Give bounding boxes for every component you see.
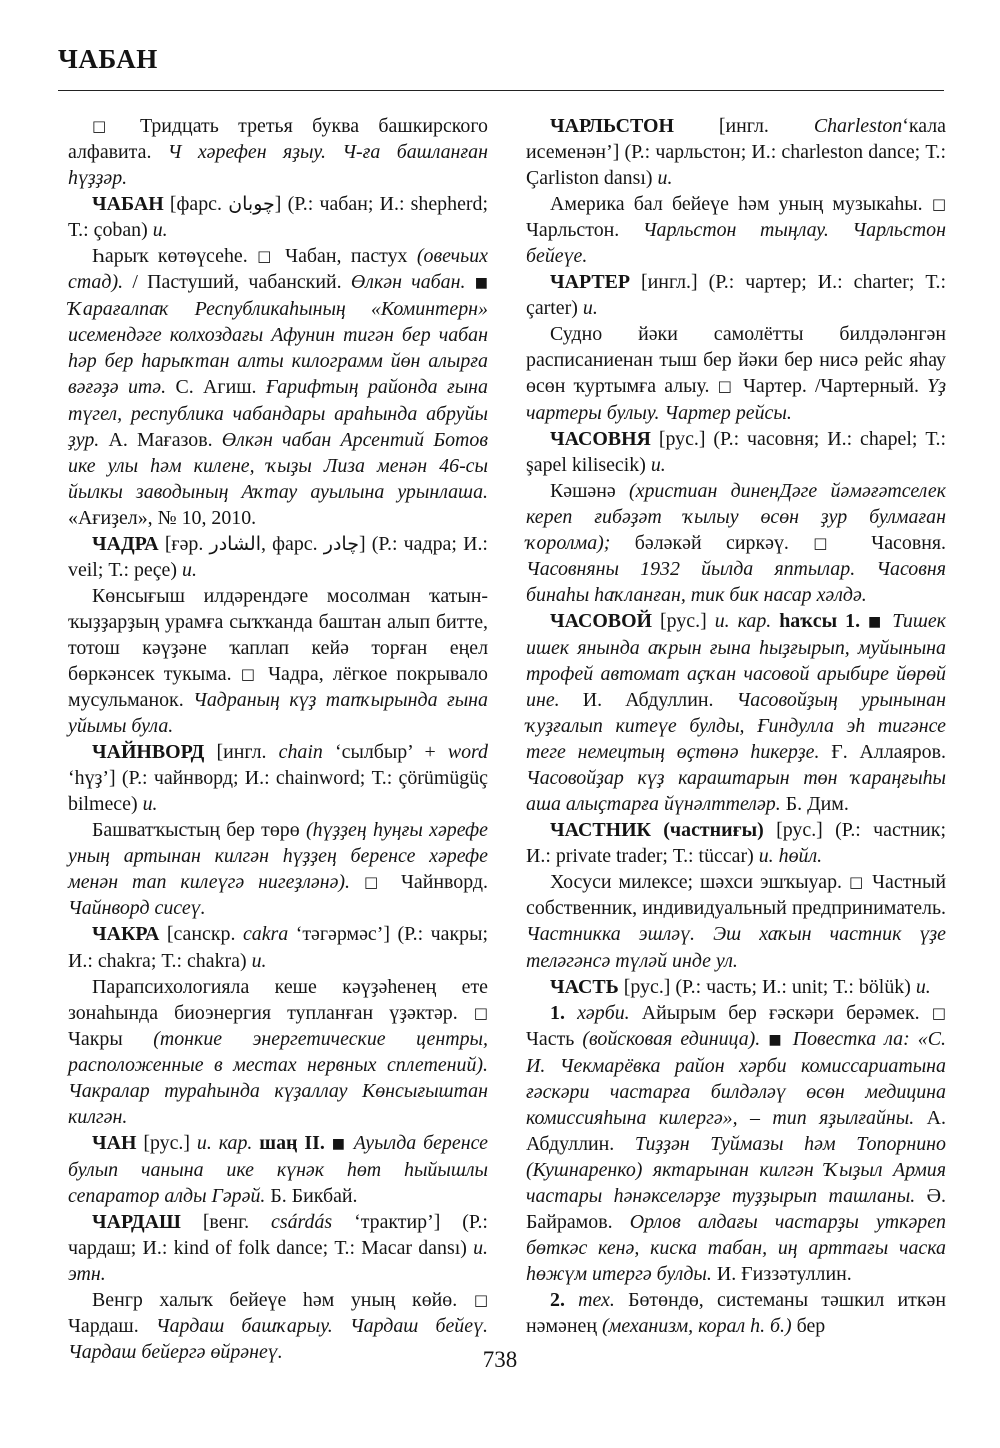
- usage-label: хәрби.: [577, 1001, 630, 1024]
- source: И. Абдуллин.: [582, 689, 714, 712]
- etymology-equivalents: [рус.] (Р.: часть; И.: unit; Т.: bölük): [623, 975, 911, 998]
- russian-note: (войсковая единица).: [582, 1027, 761, 1050]
- source: С. Агиш.: [175, 376, 257, 399]
- white-square-icon: □: [363, 873, 388, 892]
- entry-charleston-body: [526, 191, 946, 269]
- etymology-equivalents: [рус.] (Р.: часовня; И.: chapel; Т.: şapel kilisecik): [526, 427, 946, 476]
- entry-charter-body: [526, 321, 946, 425]
- white-square-icon: □: [931, 1003, 946, 1022]
- example: Чардаш башҡарыу. Чардаш бейеү. Чардаш бейергә өйрәнеү.: [68, 1315, 488, 1364]
- headword: ЧАРЛЬСТОН: [550, 115, 674, 137]
- black-square-icon: ■: [768, 1031, 785, 1048]
- source: Ғ. Аллаяров.: [831, 741, 946, 764]
- entry-chaban: [68, 191, 488, 243]
- example: Тиҙҙән Туймазы һәм Топорнино (Кушнаренко) яктарынан килгән Ҡыҙыл Армия частары һәнәкселәрҙе туҙҙырып ташланы.: [526, 1132, 946, 1207]
- cross-reference: haҡсы 1.: [779, 609, 861, 632]
- black-square-icon: ■: [331, 1135, 347, 1152]
- example: Часовойҙың урынынан ҡуҙғалып китеүе булды, Ғиндулла эһ тигәнсе теге немецтың өҫтөнә һикерҙе.: [526, 689, 946, 764]
- source: И. Ғиззәтуллин.: [716, 1263, 852, 1286]
- entry-chasovoy: [526, 608, 946, 817]
- etymology: [ингл.: [718, 115, 769, 137]
- cross-reference: шаң II.: [259, 1131, 325, 1154]
- example: Тишек ишек янында аҡрын ғына һыҙғырып, муйынына трофей автомат аҫҡан часовой арыбире йөрөй ине.: [526, 609, 946, 712]
- example: Ҡарағалпаҡ Республикаһының «Коминтерн» исемендәге колхоздағы Афунин тигән бер чабан һәр бер һарыҡтан алты килограмм йөн алырға вәғәҙә итә.: [68, 298, 488, 399]
- definition: Бөтөндө, системаны тәшкил иткән нәмәнең: [526, 1289, 946, 1338]
- example: Повестка ла: «С. И. Чекмарёвка район хәрби комиссариатына ғәскәри частарға билдәләү өсөн медицина комиссияһына килергә», – тип яҙылғайны.: [526, 1027, 946, 1129]
- etymology-equivalents: ‘һүҙ’] (Р.: чайнворд; И.: chainword; Т.: çörümügüç bilmece): [68, 767, 488, 816]
- source: А. Мағазов.: [108, 428, 213, 451]
- definition: Парапсихологияла кеше кәүҙәһенең ете зонаһында биоэнергия тупланған үҙәктәр.: [68, 975, 488, 1024]
- definition: Һарыҡ көтөүсеһе.: [92, 245, 248, 268]
- headword: ЧАРДАШ: [92, 1210, 181, 1233]
- example: Ауылда беренсе булып чанына ике күнәк һөт һыйышлы сепаратор алды Гәрәй.: [68, 1131, 488, 1207]
- definition: бәләкәй сиркәү.: [634, 531, 789, 554]
- example: Частникка эшләү. Эш хаҡын частник үҙе теләгәнсә түләй инде ул.: [526, 923, 946, 972]
- headword: ЧАБАН: [92, 193, 164, 216]
- etymology: [рус.]: [660, 609, 707, 632]
- example: Орлов алдағы частарҙы уткәреп бөткәс кенә, киска табан, иң арттағы часка һөжүм итергә булды.: [526, 1210, 946, 1286]
- entry-chainword: [68, 739, 488, 817]
- definition-note: (христиан диненДәге йәмәғәтселек кереп ғибәҙәт ҡылыу өсөн ҙур булмаған ҡоролма);: [526, 479, 946, 554]
- definition: Көнсығыш илдәрендәге мосолман ҡатын-ҡыҙҙарҙың урамға сыҡҡанда баштан алып битте, тотош кәүҙәне ҡаплап кейә торған еңел бөркәнсек тукымa.: [68, 584, 488, 685]
- white-square-icon: □: [240, 664, 259, 683]
- definition: Башватҡыстың бер төрө: [92, 819, 300, 842]
- entry-chakra: [68, 921, 488, 973]
- etymology: , фарс.: [260, 532, 318, 555]
- definition: бер: [796, 1315, 826, 1338]
- black-square-icon: ■: [868, 613, 885, 630]
- entry-chasovnya: [526, 426, 946, 478]
- entry-chast-sense-1: [526, 1000, 946, 1288]
- white-square-icon: □: [473, 1003, 488, 1022]
- sense-number: 1.: [550, 1001, 565, 1024]
- etymology-equivalents: [рус.] (Р.: частник; И.: private trader; Т.: tüccar): [526, 819, 946, 868]
- entry-chardash: [68, 1209, 488, 1287]
- etymology: [венг.: [202, 1210, 250, 1233]
- etymology: [ғәр.: [164, 532, 204, 555]
- white-square-icon: □: [717, 377, 735, 396]
- example: Ч хәрефен яҙыу. Ч-ға башланған һүҙҙәр.: [68, 141, 488, 190]
- source: А. Абдуллин.: [526, 1106, 946, 1155]
- entry-letter-che: [68, 113, 488, 191]
- source-word: chain: [278, 741, 323, 764]
- russian-note: (овечьих стад).: [68, 245, 488, 294]
- part-of-speech: и. һөйл.: [758, 845, 823, 868]
- entry-chadra: [68, 531, 488, 583]
- etymology-equivalents: [ингл.] (Р.: чартер; И.: charter; Т.: çarter): [526, 271, 946, 320]
- russian-equivalent: Чайнворд.: [400, 871, 488, 894]
- white-square-icon: □: [257, 247, 276, 266]
- entry-chast-sense-2: [526, 1287, 946, 1339]
- part-of-speech: и.: [251, 949, 267, 972]
- russian-equivalent: Часовня.: [871, 531, 946, 554]
- example: Чарльстон тыңлау. Чарльстон бейеүе.: [526, 219, 946, 268]
- white-square-icon: □: [813, 533, 847, 552]
- white-square-icon: □: [931, 195, 946, 214]
- definition: Тридцать третья буква башкирского алфавита.: [68, 115, 488, 164]
- entry-chastnik-body: [526, 869, 946, 973]
- russian-equivalent: / Пастуший, чабанский.: [132, 271, 342, 294]
- gloss: ‘сылбыр’ +: [335, 741, 436, 764]
- etymology-equivalents: ‘трактир’] (Р.: чардаш; И.: kind of folk dance; Т.: Macar dansı): [68, 1210, 488, 1260]
- definition: Судно йәки самолётты билдәләнгән расписаниенан тыш бер йәки бер нисә рейс яһау өсөн ҡуртымға алыу.: [526, 323, 946, 398]
- part-of-speech: и.: [152, 219, 168, 242]
- entry-chadra-body: [68, 583, 488, 739]
- part-of-speech: и. этн.: [68, 1237, 488, 1286]
- russian-equivalent: Чарльстон.: [526, 219, 620, 242]
- russian-equivalent: Часть: [526, 1027, 575, 1050]
- russian-equivalent: Чартер. /Чартерный.: [742, 375, 920, 398]
- etymology: [рус.]: [143, 1131, 191, 1154]
- entry-charleston: [526, 113, 946, 191]
- part-of-speech: и.: [650, 453, 666, 476]
- source-word: Charleston: [813, 115, 903, 137]
- example: Ғарифтың районда ғына түгел, республика чабандары араһында абруйы ҙур.: [68, 376, 488, 451]
- etymology-equivalents: ‘тәгәрмәс’] (Р.: чакры; И.: chakra; Т.: chakra): [68, 923, 489, 972]
- running-head: ЧАБАН: [58, 44, 158, 74]
- definition: Кәшәнә: [550, 479, 616, 502]
- entry-chaban-body: [68, 243, 488, 531]
- white-square-icon: □: [92, 117, 121, 135]
- definition: Айырым бер ғәскәри берәмек.: [641, 1001, 920, 1024]
- header-rule: [58, 90, 944, 91]
- definition-note: (механизм, корал һ. б.): [602, 1315, 792, 1338]
- part-of-speech: и.: [182, 558, 197, 581]
- white-square-icon: □: [473, 1291, 488, 1310]
- headword: ЧАКРА: [92, 923, 160, 946]
- entry-chainword-body: [68, 817, 488, 921]
- entry-charter: [526, 269, 946, 321]
- headword: ЧАЙНВОРД: [92, 741, 205, 764]
- sense-number: 2.: [550, 1289, 565, 1312]
- definition: Хосуси милексе; шәхси эшҡыуар.: [550, 871, 842, 894]
- part-of-speech: и. кар.: [714, 609, 772, 632]
- part-of-speech: и.: [142, 793, 158, 816]
- source-word: cakra: [242, 923, 289, 946]
- etymology-equivalents: ‘кала исеменән’] (Р.: чарльстон; И.: charleston dance; Т.: Çarliston dansı): [526, 115, 946, 190]
- headword: ЧАСТЬ: [550, 975, 619, 998]
- left-column: [68, 113, 488, 1365]
- source: Б. Бикбай.: [270, 1184, 358, 1207]
- headword: ЧАСОВОЙ: [550, 609, 653, 632]
- headword: ЧАДРА: [92, 532, 159, 555]
- definition: Венгр халыҡ бейеүе һәм уның көйө.: [92, 1289, 458, 1312]
- headword: ЧАРТЕР: [550, 271, 631, 294]
- source-word: csárdás: [271, 1210, 333, 1233]
- entry-chakra-body: [68, 974, 488, 1130]
- example: Өлкән чабан.: [350, 271, 466, 294]
- entry-chastnik: [526, 817, 946, 869]
- page-number: 738: [482, 1347, 518, 1372]
- source-word: word: [447, 741, 489, 764]
- headword: ЧАСОВНЯ: [550, 427, 651, 450]
- headword: ЧАН: [92, 1131, 137, 1154]
- source: Ә. Байрамов.: [526, 1184, 946, 1233]
- black-square-icon: ■: [474, 275, 488, 292]
- source: «Ағиҙел», № 10, 2010.: [68, 506, 257, 529]
- etymology: [санскр.: [166, 923, 236, 946]
- arabic-script: چادر: [323, 532, 359, 555]
- russian-equivalent: Частный собственник, индивидуальный предприниматель.: [526, 871, 946, 920]
- arabic-script: الشادر: [209, 532, 261, 555]
- entry-chast: [526, 974, 946, 1000]
- example: Чакралар тураһында күҙаллау Көнсығыштан килгән.: [68, 1079, 488, 1128]
- headword: ЧАСТНИК (частниғы): [550, 819, 764, 842]
- white-square-icon: □: [848, 873, 866, 892]
- example: Өлкән чабан Арсентий Ботов ике улы һәм килене, ҡыҙы Лиза менән 46-сы йылкы заводының Аҡтау ауылына урынлаша.: [68, 428, 488, 503]
- example: Часовняны 1932 йылда яптылар. Часовня бинаһы һаҡланған, тик бик насар хәлдә.: [526, 557, 946, 606]
- etymology-equivalents: ] (Р.: чадра; И.: veil; Т.: peçe): [68, 532, 488, 581]
- part-of-speech: и.: [582, 297, 598, 320]
- arabic-script: چوبان: [228, 193, 275, 216]
- etymology-equivalents: ] (Р.: чабан; И.: shepherd; Т.: çoban): [68, 193, 489, 242]
- entry-chasovnya-body: [526, 478, 946, 608]
- part-of-speech: и.: [915, 975, 931, 998]
- entry-chan: [68, 1130, 488, 1209]
- russian-equivalent: Чабан, пастух: [285, 245, 408, 268]
- etymology: [фарс.: [169, 193, 222, 216]
- part-of-speech: и. кар.: [196, 1131, 253, 1154]
- definition: Америка бал бейеүе һәм уның музыкаһы.: [550, 193, 923, 216]
- russian-equivalent: Чардаш.: [68, 1315, 139, 1338]
- definition-note: (һүҙҙең һуңғы хәрефе уның артынан килгән һүҙҙең беренсе хәрефе менән тап килеүгә нигеҙләнә).: [68, 819, 489, 894]
- usage-label: тех.: [578, 1289, 615, 1312]
- example: Чайнворд сисеү.: [68, 897, 206, 920]
- right-column: [526, 113, 946, 1339]
- russian-equivalent: Чакры: [68, 1027, 123, 1050]
- russian-note: (тонкие энергетические центры, расположенные в местах нервных сплетений).: [68, 1027, 488, 1076]
- source: Б. Дим.: [785, 793, 849, 816]
- part-of-speech: и.: [657, 167, 673, 190]
- etymology: [ингл.: [216, 741, 267, 764]
- example: Үҙ чартеры булыу. Чартер рейсы.: [526, 375, 946, 424]
- russian-equivalent: Чадра, лёгкое покрывало мусульманок.: [68, 662, 488, 712]
- example: Часовойҙар күҙ караштарын төн ҡараңғыһы аша алыҫтарға йүнәлттеләр.: [526, 767, 946, 816]
- example: Чадраның күҙ тапҡырында ғына уйымы була.: [68, 689, 488, 738]
